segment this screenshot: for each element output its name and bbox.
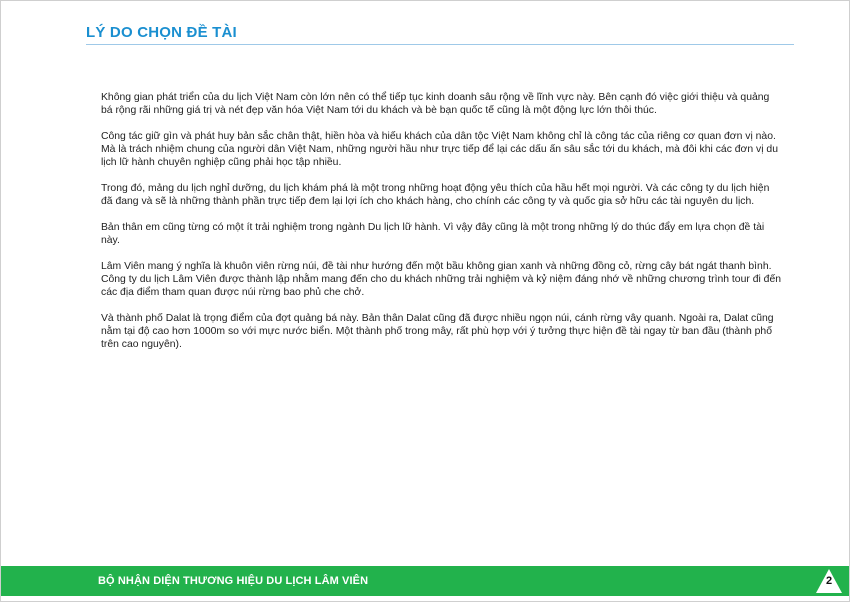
paragraph-5: Lâm Viên mang ý nghĩa là khuôn viên rừng núi, đề tài như hướng đến một bầu không gian xanh và những đồng cỏ, rừng cây bát ngát thanh bình. Công ty du lịch Lâm Viên được thành lập nhằm mang đến cho du khách những trải nghiệm và kỷ niệm đáng nhớ về những chương trình tour đi đến các địa điểm tham quan được núi rừng bao phủ che chở. xyxy=(101,261,782,298)
paragraph-6: Và thành phố Dalat là trọng điểm của đợt quảng bá này. Bản thân Dalat cũng đã được nhiều ngọn núi, cánh rừng vây quanh. Ngoài ra, Dalat cũng nằm tại độ cao hơn 1000m so với mực nước biển. Một thành phố trong mây, rất phù hợp với ý tưởng thực hiện đề tài ngay từ ban đầu (thành phố trên cao nguyên). xyxy=(101,313,774,350)
paragraph-3: Trong đó, mảng du lịch nghỉ dưỡng, du lịch khám phá là một trong những hoạt động yêu thích của hầu hết mọi người. Và các công ty du lịch hiện đã đang và sẽ là những thành phần trực tiếp đem lại lợi ích cho khách hàng, cho chính các công ty và quốc gia sở hữu các tài nguyên du lịch. xyxy=(101,183,770,207)
footer-bar xyxy=(1,566,849,596)
paragraph-2: Công tác giữ gìn và phát huy bản sắc chân thật, hiền hòa và hiếu khách của dân tộc Việt Nam không chỉ là công tác của riêng cơ quan đơn vị nào. Mà là trách nhiệm chung của người dân Việt Nam, những người hầu như trực tiếp để lại các dấu ấn sâu sắc tới du khách, mà đôi khi các đơn vị du lịch lữ hành chuyên nghiệp cũng phải học tập nhiều. xyxy=(101,131,778,168)
footer-label: BỘ NHẬN DIỆN THƯƠNG HIỆU DU LỊCH LÂM VIÊN xyxy=(98,575,369,587)
body-text xyxy=(101,91,781,364)
page-title: LÝ DO CHỌN ĐỀ TÀI xyxy=(86,24,237,41)
paragraph-4: Bản thân em cũng từng có một ít trải nghiệm trong ngành Du lịch lữ hành. Vì vậy đây cũng là một trong những lý do thúc đẩy em lựa chọn đề tài này. xyxy=(101,222,765,246)
title-underline xyxy=(86,44,794,45)
paragraph-1: Không gian phát triển của du lịch Việt Nam còn lớn nên có thể tiếp tục kinh doanh sâu rộng về lĩnh vực này. Bên cạnh đó việc giới thiệu và quảng bá rộng rãi những giá trị và nét đẹp văn hóa Việt Nam tới du khách và bè bạn quốc tế cũng là một động lực lớn thôi thúc. xyxy=(101,92,770,116)
page-number: 2 xyxy=(825,575,833,587)
